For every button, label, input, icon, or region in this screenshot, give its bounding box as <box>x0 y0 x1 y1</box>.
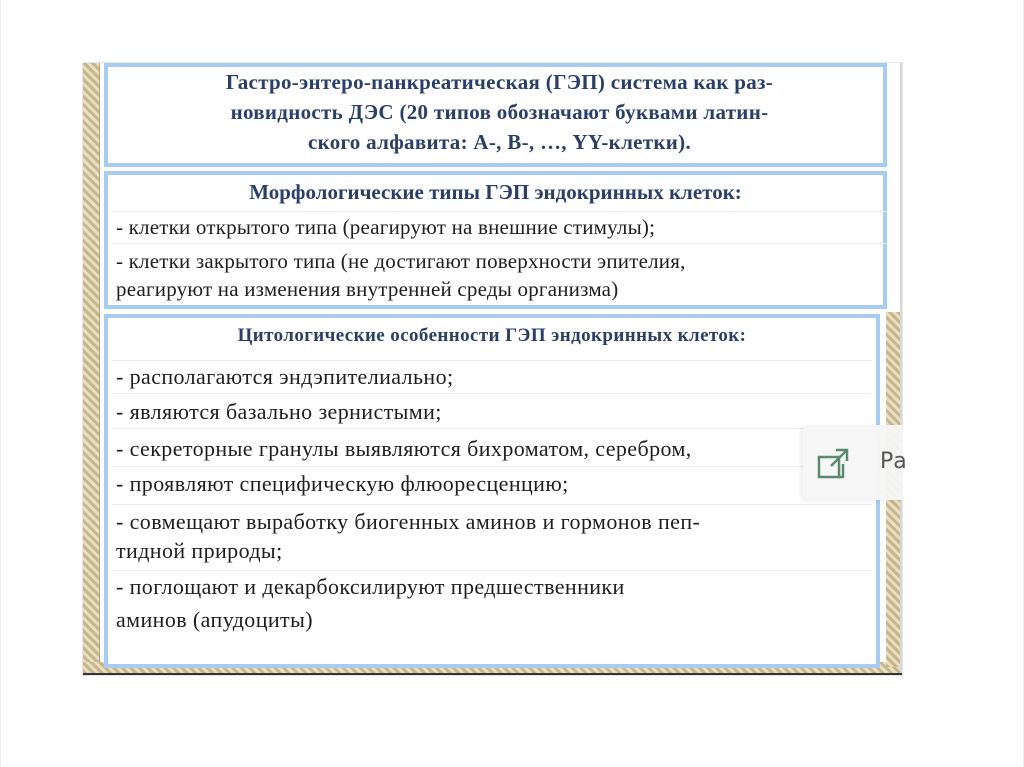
morphology-item: реагируют на изменения внутренней среды организма) <box>116 277 619 301</box>
intro-line: Гастро-энтеро-панкреатическая (ГЭП) система как раз- <box>225 70 774 94</box>
intro-title <box>122 67 877 157</box>
cytology-item: - поглощают и декарбоксилируют предшественники <box>116 574 625 599</box>
row-divider <box>112 466 872 467</box>
cytology-item: - проявляют специфическую флюоресценцию; <box>116 471 569 496</box>
cytology-item: тидной природы; <box>116 538 283 563</box>
cytology-item: - являются базально зернистыми; <box>116 399 442 424</box>
intro-line: новидность ДЭС (20 типов обозначают буквами латин- <box>230 100 769 124</box>
intro-box <box>104 63 887 167</box>
intro-line: ского алфавита: А-, В-, …, YY-клетки). <box>307 130 692 154</box>
cytology-item: - секреторные гранулы выявляются бихроматом, серебром, <box>116 436 692 461</box>
morphology-box <box>104 171 887 309</box>
cytology-item: - располагаются эндэпителиально; <box>116 364 454 389</box>
cytology-box <box>104 314 880 668</box>
decorative-border-left <box>83 63 100 675</box>
row-divider <box>112 393 872 394</box>
row-divider <box>112 211 887 212</box>
row-divider <box>112 360 872 361</box>
cytology-heading: Цитологические особенности ГЭП эндокринных клеток: <box>237 325 747 346</box>
row-divider <box>112 504 872 505</box>
expand-icon <box>817 446 851 480</box>
morphology-item: - клетки открытого типа (реагируют на внешние стимулы); <box>116 215 656 239</box>
row-divider <box>112 428 872 429</box>
row-divider <box>112 570 872 571</box>
scan-edge-bottom <box>83 673 902 675</box>
cytology-item: - совмещают выработку биогенных аминов и гормонов пеп- <box>116 509 701 534</box>
cytology-item: аминов (апудоциты) <box>116 607 313 632</box>
overlay-label: Ра <box>880 449 907 474</box>
row-divider <box>112 243 887 244</box>
morphology-item: - клетки закрытого типа (не достигают поверхности эпителия, <box>116 249 686 273</box>
expand-overlay-button[interactable] <box>803 425 907 500</box>
morphology-heading: Морфологические типы ГЭП эндокринных клеток: <box>249 180 742 204</box>
scan-edge-right <box>900 63 902 675</box>
